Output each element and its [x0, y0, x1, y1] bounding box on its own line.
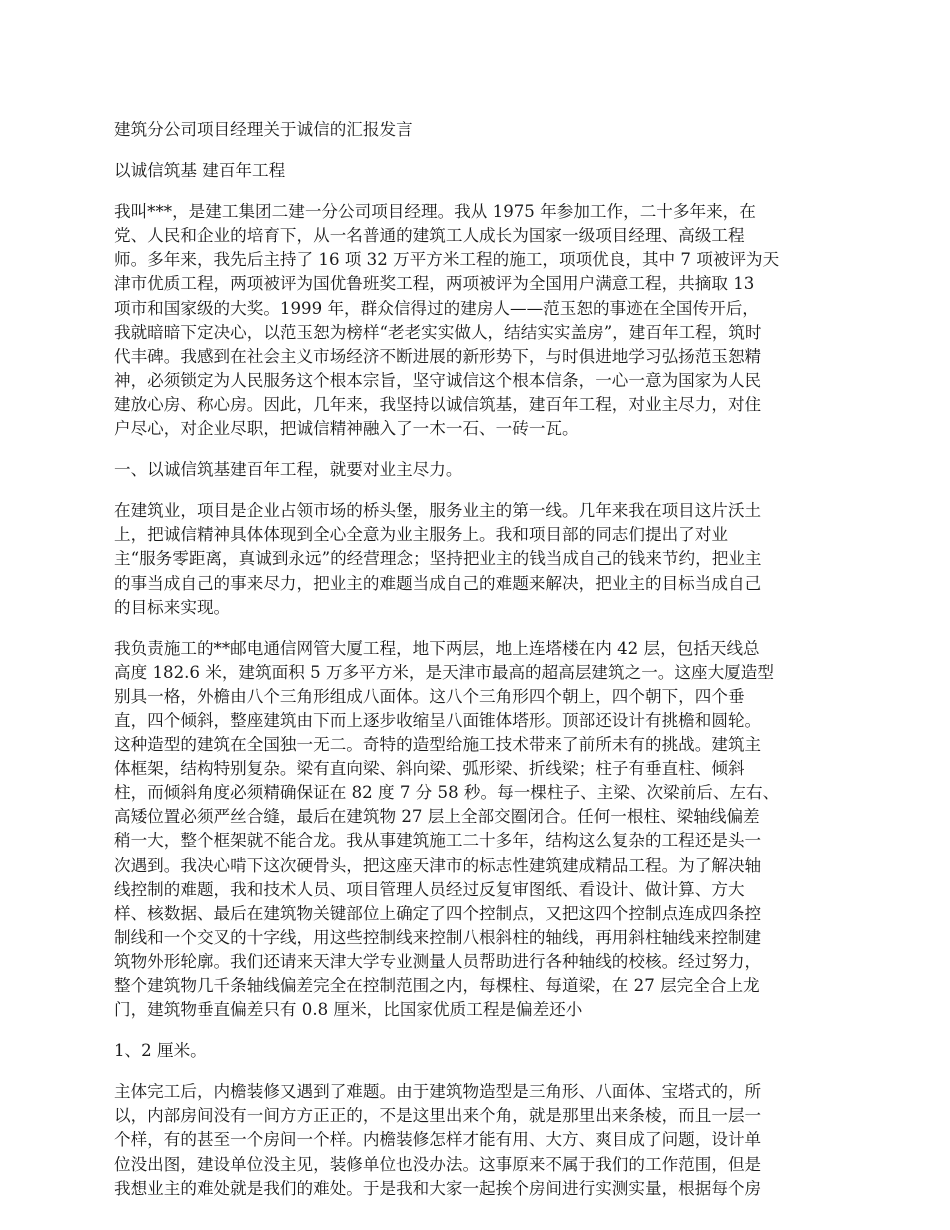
paragraph-continuation: 1、2 厘米。: [114, 1041, 207, 1061]
paragraph-tower-project: 我负责施工的**邮电通信网管大厦工程，地下两层，地上连塔楼在内 42 层，包括天线总 高度 182.6 米，建筑面积 5 万多平方米，是天津市最高的超高层建筑之一。这座大厦造型 别具一格，外檐由八个三角形组成八面体。这八个三角形四个朝上，四个朝下，四个垂 直，四个倾斜，整座建筑由下而上逐步收缩呈八面锥体塔形。顶部还设计有挑檐和圆轮。 这种造型的建筑在全国独一无二。奇特的造型给施工技术带来了前所未有的挑战。建筑主 体框架，结构特别复杂。梁有直向梁、斜向梁、弧形梁、折线梁；柱子有垂直柱、倾斜 柱，而倾斜角度必须精确保证在 82 度 7 分 58 秒。每一棵柱子、主梁、次梁前后、左右、 高矮位置必须严丝合缝，最后在建筑物 27 层上全部交圈闭合。任何一根柱、梁轴线偏差 稍一大，整个框架就不能合龙。我从事建筑施工二十多年，结构这么复杂的工程还是头一 次遇到。我决心啃下这次硬骨头，把这座天津市的标志性建筑建成精品工程。为了解决轴 线控制的难题，我和技术人员、项目管理人员经过反复审图纸、看设计、做计算、方大 样、核数据、最后在建筑物关键部位上确定了四个控制点，又把这四个控制点连成四条控 制线和一个交叉的十字线，用这些控制线来控制八根斜柱的轴线，再用斜柱轴线来控制建 筑物外形轮廓。我们还请来天津大学专业测量人员帮助进行各种轴线的校核。经过努力， 整个建筑物几千条轴线偏差完全在控制范围之内，每棵柱、每道梁，在 27 层完全合上龙 门，建筑物垂直偏差只有 0.8 厘米，比国家优质工程是偏差还小: [114, 638, 780, 1020]
paragraph-intro: 我叫***，是建工集团二建一分公司项目经理。我从 1975 年参加工作，二十多年来，在 党、人民和企业的培育下，从一名普通的建筑工人成长为国家一级项目经理、高级工程 师。多年来，我先后主持了 16 项 32 万平方米工程的施工，项项优良，其中 7 项被评为天 津市优质工程，两项被评为国优鲁班奖工程，两项被评为全国用户满意工程，共摘取 13 项市和国家级的大奖。1999 年，群众信得过的建房人——范玉恕的事迹在全国传开后， 我就暗暗下定决心，以范玉恕为榜样“老老实实做人，结结实实盖房”，建百年工程，筑时 代丰碑。我感到在社会主义市场经济不断进展的新形势下，与时俱进地学习弘扬范玉恕精 神，必须锁定为人民服务这个根本宗旨，坚守诚信这个根本信条，一心一意为国家为人民 建放心房、称心房。因此，几年来，我坚持以诚信筑基，建百年工程，对业主尽力，对住 户尽心，对企业尽职，把诚信精神融入了一木一石、一砖一瓦。: [114, 202, 780, 439]
section-heading-1: 一、以诚信筑基建百年工程，就要对业主尽力。: [114, 460, 463, 480]
document-title: 建筑分公司项目经理关于诚信的汇报发言: [114, 120, 413, 139]
document-subtitle: 以诚信筑基 建百年工程: [114, 161, 286, 181]
document-page: [114, 118, 838, 1218]
paragraph-interior-decoration: 主体完工后，内檐装修又遇到了难题。由于建筑物造型是三角形、八面体、宝塔式的，所 以，内部房间没有一间方方正正的，不是这里出来个角，就是那里出来条棱，而且一层一 个样，有的甚至一个房间一个样。内檐装修怎样才能有用、大方、爽目成了问题，设计单 位没出图，建设单位没主见，装修单位也没办法。这事原来不属于我们的工作范围，但是 我想业主的难处就是我们的难处。于是我和大家一起挨个房间进行实测实量，根据每个房: [114, 1082, 762, 1198]
paragraph-service: 在建筑业，项目是企业占领市场的桥头堡，服务业主的第一线。几年来我在项目这片沃土 上，把诚信精神具体体现到全心全意为业主服务上。我和项目部的同志们提出了对业 主“服务零距离，真诚到永远”的经营理念；坚持把业主的钱当成自己的钱来节约，把业主 的事当成自己的事来尽力，把业主的难题当成自己的难题来解决，把业主的目标当成自己 的目标来实现。: [114, 501, 762, 617]
